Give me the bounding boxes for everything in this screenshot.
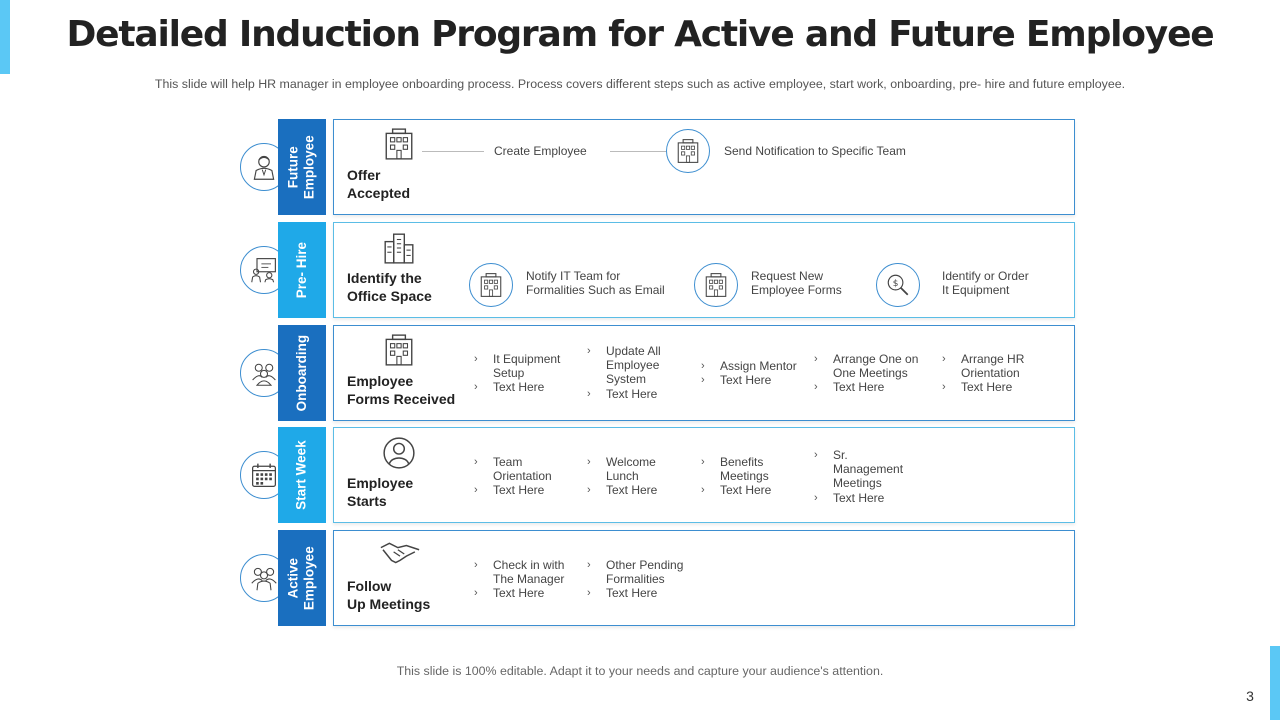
task-line: Benefits	[720, 455, 764, 469]
stage-main-label-line: Offer	[347, 167, 381, 183]
task-text	[606, 344, 711, 386]
task-line: Meetings	[833, 476, 882, 490]
stage-content-box	[333, 530, 1075, 626]
task-line: Update All	[606, 344, 661, 358]
task-note: Text Here	[606, 387, 658, 401]
chevron-right-icon: ›	[701, 456, 705, 468]
stage-tab-active-employee	[278, 530, 326, 626]
chevron-right-icon: ›	[587, 559, 591, 571]
stage-tab-label: Pre- Hire	[293, 241, 309, 299]
task-column	[942, 352, 1072, 412]
task-note: Text Here	[606, 586, 658, 600]
task-line: Management	[833, 462, 904, 476]
chevron-right-icon: ›	[587, 388, 591, 400]
page-title: Detailed Induction Program for Active and Future Employee	[66, 14, 1214, 55]
task-note: Text Here	[606, 483, 658, 497]
task-line: Orientation	[961, 366, 1020, 380]
connector-line	[422, 151, 484, 152]
step-send-notification: Send Notification to Specific Team	[724, 144, 906, 158]
stage-tab-label-line: Active	[285, 557, 301, 599]
chevron-right-icon: ›	[587, 345, 591, 357]
stage-main-label	[347, 269, 477, 305]
task-line: It Equipment	[493, 352, 561, 366]
task-column	[587, 344, 717, 414]
task-line: Orientation	[493, 469, 552, 483]
chevron-right-icon: ›	[701, 484, 705, 496]
task-note: Text Here	[493, 380, 545, 394]
chevron-right-icon: ›	[474, 456, 478, 468]
task-line: Team	[493, 455, 523, 469]
city-buildings-icon	[382, 231, 416, 265]
task-column	[701, 359, 831, 409]
task-note: Text Here	[833, 491, 885, 505]
task-text	[606, 455, 711, 483]
chevron-right-icon: ›	[474, 381, 478, 393]
stage-main-label	[347, 372, 477, 408]
search-dollar-icon	[876, 263, 920, 307]
task-text	[833, 352, 938, 380]
task-note: Text Here	[493, 586, 545, 600]
connector-line	[610, 151, 666, 152]
step-order-equipment	[942, 269, 1029, 297]
chevron-right-icon: ›	[701, 360, 705, 372]
chevron-right-icon: ›	[942, 353, 946, 365]
stage-row-future-employee	[238, 119, 1078, 215]
step-line: Formalities Such as Email	[526, 283, 665, 298]
task-text	[493, 455, 598, 483]
stage-main-label-line: Identify the	[347, 270, 422, 286]
stage-main-label	[347, 166, 477, 202]
user-icon	[382, 436, 416, 470]
handshake-icon	[378, 537, 422, 571]
stage-tab-label-line: Future	[285, 146, 301, 188]
stage-main-label-line: Employee	[347, 475, 414, 491]
chevron-right-icon: ›	[587, 484, 591, 496]
step-line: Employee Forms	[751, 283, 842, 298]
step-line: Identify or Order	[942, 269, 1029, 283]
stage-tab-pre-hire	[278, 222, 326, 318]
office-building-icon	[382, 333, 416, 367]
chevron-right-icon: ›	[474, 559, 478, 571]
stage-main-label-line: Employee	[347, 373, 414, 389]
stage-row-start-week	[238, 427, 1078, 523]
stage-content-box	[333, 222, 1075, 318]
stage-tab-start-week	[278, 427, 326, 523]
stage-main-label-line: Follow	[347, 578, 392, 594]
task-column	[814, 448, 944, 518]
office-building-icon	[666, 129, 710, 173]
task-column	[587, 558, 717, 618]
footer-note: This slide is 100% editable. Adapt it to your needs and capture your audience's attention.	[396, 664, 884, 678]
stage-main-label-line: Office Space	[347, 288, 432, 305]
task-line: Formalities	[606, 572, 665, 586]
stage-tab-label	[286, 546, 318, 610]
task-line: Lunch	[606, 469, 639, 483]
chevron-right-icon: ›	[587, 456, 591, 468]
task-column	[701, 455, 831, 515]
step-create-employee: Create Employee	[494, 144, 587, 158]
task-line: Check in with	[493, 558, 565, 572]
stage-content-box	[333, 119, 1075, 215]
step-line: Notify IT Team for	[526, 269, 621, 283]
task-note: Text Here	[961, 380, 1013, 394]
task-column	[474, 558, 604, 618]
chevron-right-icon: ›	[814, 492, 818, 504]
step-line: Request New	[751, 269, 824, 283]
task-column	[587, 455, 717, 515]
office-building-icon	[469, 263, 513, 307]
task-line: Assign Mentor	[720, 359, 797, 373]
stage-row-active-employee	[238, 530, 1078, 626]
chevron-right-icon: ›	[474, 353, 478, 365]
task-note: Text Here	[493, 483, 545, 497]
stage-main-label-line: Up Meetings	[347, 596, 431, 613]
task-column	[474, 455, 604, 515]
step-notify-it-team	[526, 269, 665, 297]
task-note: Text Here	[833, 380, 885, 394]
office-building-icon	[694, 263, 738, 307]
stage-tab-future-employee	[278, 119, 326, 215]
stage-main-label-line: Starts	[347, 493, 387, 510]
task-note: Text Here	[720, 483, 772, 497]
chevron-right-icon: ›	[814, 449, 818, 461]
stage-tab-label: Onboarding	[293, 334, 309, 412]
stage-row-pre-hire	[238, 222, 1078, 318]
task-column	[814, 352, 944, 412]
task-line: Other Pending	[606, 558, 684, 572]
stage-tab-label-line: Employee	[302, 546, 317, 610]
page-subtitle: This slide will help HR manager in employee onboarding process. Process covers different steps such as active employee, start work, onboarding, pre- hire and future employee.	[154, 77, 1126, 91]
chevron-right-icon: ›	[474, 484, 478, 496]
chevron-right-icon: ›	[587, 587, 591, 599]
step-request-forms	[751, 269, 842, 297]
task-line: Arrange HR	[961, 352, 1025, 366]
task-line: The Manager	[493, 572, 565, 586]
office-building-icon	[382, 127, 416, 161]
stage-row-onboarding	[238, 325, 1078, 421]
stage-main-label	[347, 577, 477, 613]
task-line: Arrange One on	[833, 352, 919, 366]
stage-main-label-line: Accepted	[347, 185, 411, 202]
task-text	[720, 455, 825, 483]
stage-tab-label-line: Employee	[302, 135, 317, 199]
task-line: Employee	[606, 358, 660, 372]
chevron-right-icon: ›	[814, 353, 818, 365]
task-text	[493, 352, 598, 380]
task-text	[606, 558, 711, 586]
task-column	[474, 352, 604, 412]
step-line: It Equipment	[942, 283, 1010, 298]
stage-main-label	[347, 474, 477, 510]
task-text	[833, 448, 938, 490]
task-line: Meetings	[720, 469, 769, 483]
task-line: Setup	[493, 366, 525, 380]
task-note: Text Here	[720, 373, 772, 387]
stage-tab-label	[286, 135, 318, 199]
chevron-right-icon: ›	[474, 587, 478, 599]
stage-main-label-line: Forms Received	[347, 391, 456, 408]
stage-content-box	[333, 427, 1075, 523]
task-text	[493, 558, 598, 586]
stage-tab-onboarding	[278, 325, 326, 421]
task-line: System	[606, 372, 647, 386]
task-line: One Meetings	[833, 366, 908, 380]
stage-content-box	[333, 325, 1075, 421]
right-accent-bar	[1270, 646, 1280, 720]
task-text	[720, 359, 825, 373]
chevron-right-icon: ›	[701, 374, 705, 386]
chevron-right-icon: ›	[942, 381, 946, 393]
task-text	[961, 352, 1066, 380]
task-line: Sr.	[833, 448, 848, 462]
stage-tab-label: Start Week	[293, 440, 309, 510]
page-number: 3	[1246, 688, 1254, 704]
task-line: Welcome	[606, 455, 656, 469]
chevron-right-icon: ›	[814, 381, 818, 393]
